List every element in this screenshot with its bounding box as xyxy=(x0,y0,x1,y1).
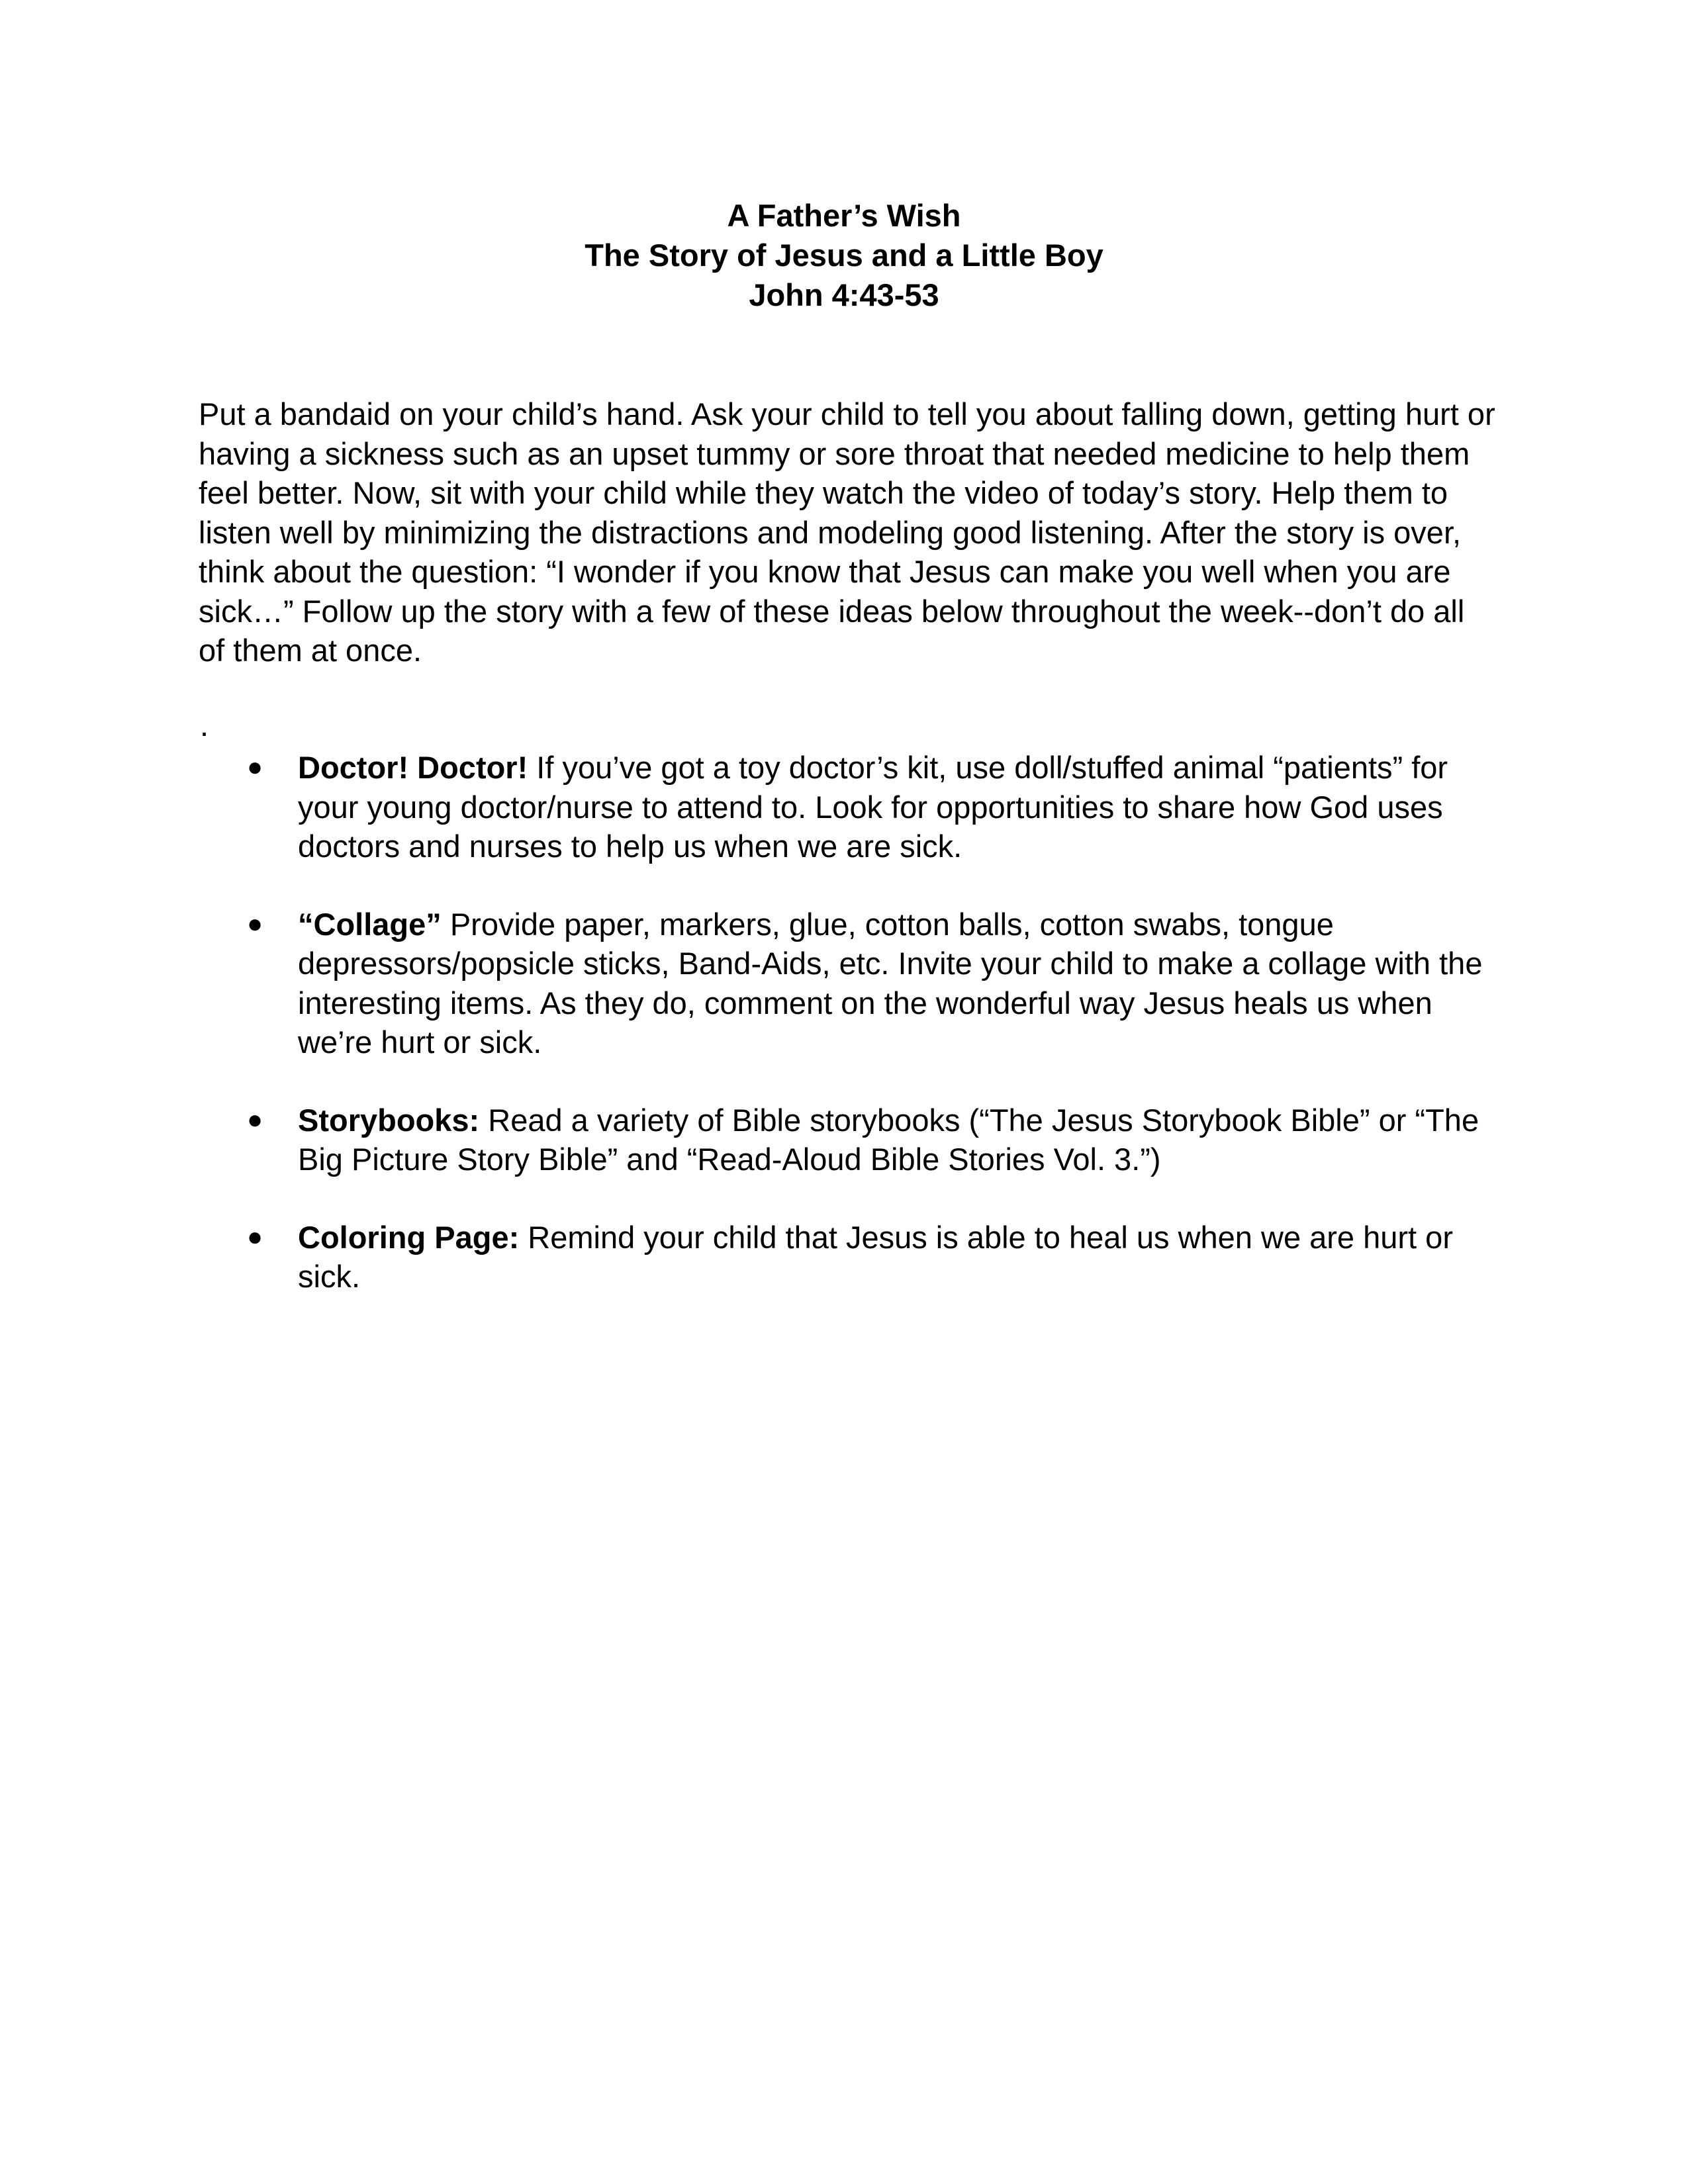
activity-item-coloring-page xyxy=(0,1218,1489,1297)
activity-label: Coloring Page: xyxy=(298,1219,520,1255)
bullet-icon: ● xyxy=(247,909,263,938)
activity-list xyxy=(0,748,1688,1335)
activity-item-collage xyxy=(0,905,1489,1062)
activity-label: “Collage” xyxy=(298,906,442,942)
scripture-reference: John 4:43-53 xyxy=(749,277,939,312)
activity-item-storybooks xyxy=(0,1101,1489,1179)
bullet-icon: ● xyxy=(247,1222,263,1251)
bullet-icon: ● xyxy=(247,752,263,782)
document-subtitle: The Story of Jesus and a Little Boy xyxy=(585,238,1103,273)
document-title: A Father’s Wish xyxy=(727,198,961,233)
stray-period: . xyxy=(200,707,209,743)
activity-label: Storybooks: xyxy=(298,1102,480,1138)
activity-text: Read a variety of Bible storybooks (“The Jesus Storybook Bible” or “The Big Picture Story Bible” and “Read-Aloud Bible Stories Vol. 3.”) xyxy=(298,1102,1479,1177)
activity-text: Provide paper, markers, glue, cotton balls, cotton swabs, tongue depressors/popsicle sticks, Band-Aids, etc. Invite your child to make a collage with the interesting items. As they do, comment on the wonderful way Jesus heals us when we’re hurt or sick. xyxy=(298,906,1483,1060)
activity-label: Doctor! Doctor! xyxy=(298,750,528,785)
activity-item-doctor xyxy=(0,748,1489,866)
bullet-icon: ● xyxy=(247,1105,263,1134)
activity-text: Remind your child that Jesus is able to heal us when we are hurt or sick. xyxy=(298,1219,1453,1294)
activity-text: If you’ve got a toy doctor’s kit, use doll/stuffed animal “patients” for your young doctor/nurse to attend to. Look for opportunities to share how God uses doctors and nurses to help us when we are sick. xyxy=(298,750,1448,864)
title-block xyxy=(0,196,1688,315)
intro-paragraph: Put a bandaid on your child’s hand. Ask your child to tell you about falling down, getting hurt or having a sickness such as an upset tummy or sore throat that needed medicine to help them feel better. Now, sit with your child while they watch the video of today’s story. Help them to listen well by minimizing the distractions and modeling good listening. After the story is over, think about the question: “I wonder if you know that Jesus can make you well when you are sick…” Follow up the story with a few of these ideas below throughout the week--don’t do all of them at once. xyxy=(199,396,1495,668)
